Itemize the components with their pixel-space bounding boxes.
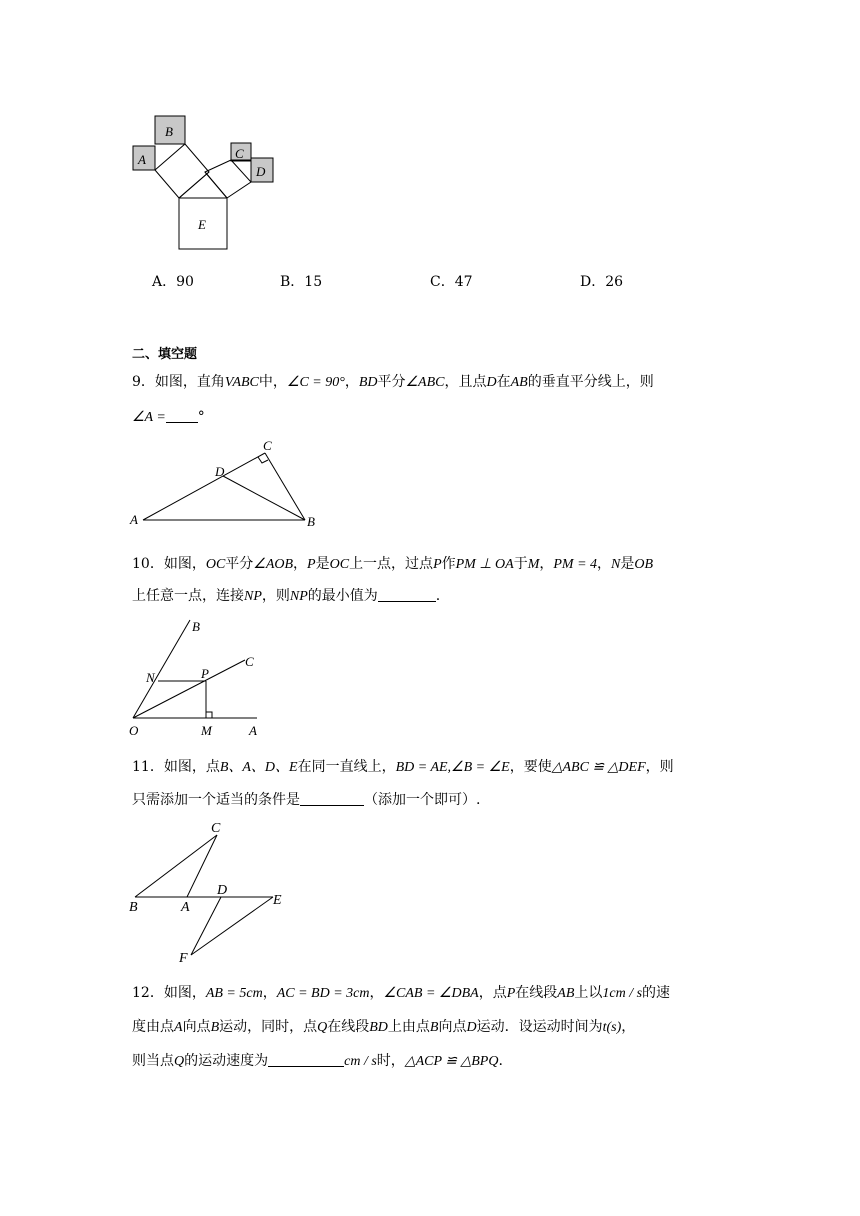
q9-label-d: D <box>215 464 225 479</box>
q10-label-n: N <box>146 670 155 685</box>
label-c: C <box>235 146 244 161</box>
label-b: B <box>165 124 173 139</box>
q9-line1: 9．如图，直角VABC中，∠C = 90°，BD平分∠ABC，且点D在AB的垂直平分线上，则 <box>132 374 654 390</box>
q10-answer-blank[interactable] <box>378 587 436 602</box>
q11-label-b: B <box>129 900 138 915</box>
q10-line1: 10．如图，OC平分∠AOB，P是OC上一点，过点P作PM ⊥ OA于M，PM = 4，N是OB <box>132 556 654 572</box>
q10-line2: 上任意一点，连接NP，则NP的最小值为 . <box>132 588 441 604</box>
q12-line2: 度由点A向点B运动，同时，点Q在线段BD上由点B向点D运动．设运动时间为t(s)， <box>132 1019 636 1035</box>
q9-line2: ∠A = ° <box>132 409 205 425</box>
q11-label-d: D <box>217 883 228 898</box>
q11-line2: 只需添加一个适当的条件是 （添加一个即可）. <box>132 792 481 808</box>
q10-label-b: B <box>192 619 200 634</box>
q10-label-m: M <box>201 723 212 738</box>
q11-label-e: E <box>273 893 282 908</box>
q10-label-a: A <box>249 723 257 738</box>
q11-label-f: F <box>179 951 188 965</box>
label-e: E <box>198 217 206 232</box>
q12-line3: 则当点Q的运动速度为 cm / s时，△ACP ≌ △BPQ. <box>132 1053 503 1069</box>
q11-figure <box>125 815 295 965</box>
choice-a[interactable]: A．90 <box>152 274 194 290</box>
choice-c[interactable]: C．47 <box>430 274 473 290</box>
q12-line1: 12．如图，AB = 5cm，AC = BD = 3cm，∠CAB = ∠DBA，点P在线段AB上以1cm / s的速 <box>132 985 671 1001</box>
q11-label-a: A <box>181 900 190 915</box>
choice-d[interactable]: D．26 <box>580 274 624 290</box>
q9-label-c: C <box>263 438 272 453</box>
q11-label-c: C <box>211 821 221 836</box>
q10-figure <box>125 614 275 738</box>
label-a: A <box>138 152 146 167</box>
q10-label-p: P <box>201 666 209 681</box>
q11-line1: 11．如图，点B、A、D、E在同一直线上，BD = AE,∠B = ∠E，要使△ABC ≌ △DEF，则 <box>132 759 674 775</box>
q11-answer-blank[interactable] <box>300 791 364 806</box>
section-title: 二、填空题 <box>132 347 198 362</box>
q10-label-o: O <box>129 723 139 738</box>
label-d: D <box>256 164 266 179</box>
q9-figure <box>125 436 325 531</box>
squares-figure <box>125 108 285 258</box>
square-left-middle <box>155 144 209 198</box>
q12-answer-blank[interactable] <box>268 1052 344 1067</box>
choice-b[interactable]: B．15 <box>280 274 323 290</box>
q10-label-c: C <box>245 654 254 669</box>
q9-label-a: A <box>130 512 138 527</box>
q9-label-b: B <box>307 514 315 529</box>
q9-answer-blank[interactable] <box>166 408 198 423</box>
square-right-middle <box>205 160 251 198</box>
